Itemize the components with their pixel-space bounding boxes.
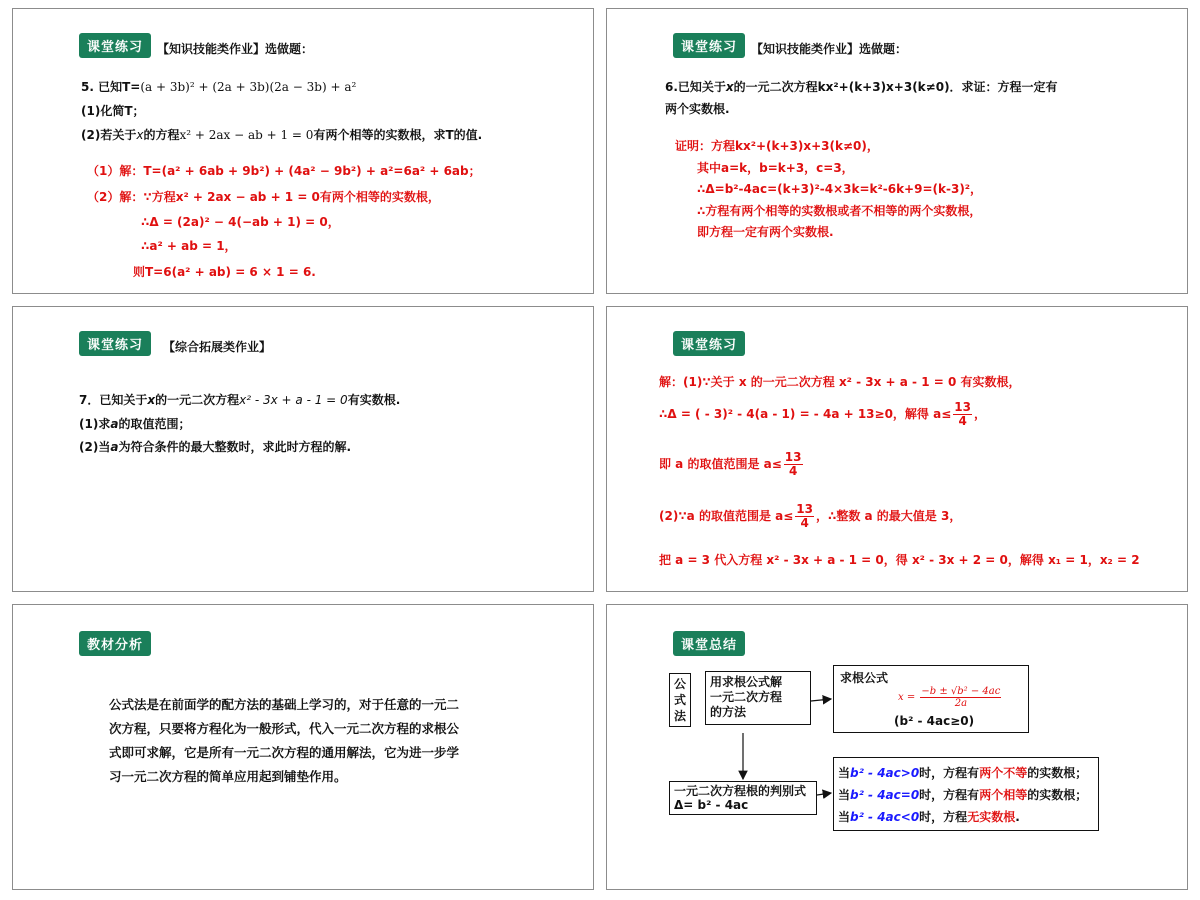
- r1-post: 的实数根；: [1027, 766, 1088, 780]
- fraction-13-4: [784, 451, 803, 478]
- l3-pre: 即 a 的取值范围是 a≤: [659, 457, 782, 472]
- slide-2-proof-2: 其中a=k，b=k+3，c=3，: [697, 161, 854, 175]
- q-pre: 6.已知关于: [665, 80, 726, 94]
- slide-1-tag: 【知识技能类作业】选做题：: [157, 42, 314, 56]
- case-negative: [838, 806, 1094, 828]
- r1-expr: b² - 4ac>0: [850, 766, 920, 780]
- box-formula-method: [669, 673, 691, 727]
- l2-post: ，: [973, 407, 986, 422]
- slide-2-badge: 课堂练习: [673, 33, 745, 58]
- l4-post: ，∴整数 a 的最大值是 3，: [815, 509, 962, 524]
- box-d-line-1: 一元二次方程根的判别式: [674, 784, 807, 798]
- slide-1-solution-5: 则T=6(a² + ab) = 6 × 1 = 6.: [133, 265, 316, 279]
- formula-fraction: [920, 686, 1001, 709]
- frac-den: 4: [958, 414, 967, 429]
- slide-4-line-2: [659, 401, 986, 428]
- r2-mid: 时，方程有: [919, 788, 980, 802]
- q2-pre: (2)若关于: [81, 128, 137, 142]
- q-eq: x² - 3x + a - 1 = 0: [239, 393, 348, 407]
- q2-eq: x² + 2ax − ab + 1 = 0: [179, 128, 314, 142]
- q2-var: x: [136, 128, 144, 142]
- box-b-line-1: 用求根公式解: [710, 675, 783, 689]
- slide-5-para-line-2: 次方程，只要将方程化为一般形式，代入一元二次方程的求根公: [109, 721, 460, 736]
- frac-num: 13: [954, 400, 971, 414]
- q1-var: a: [110, 417, 119, 431]
- r3-pre: 当: [838, 810, 851, 824]
- slide-2-proof-3: ∴Δ=b²-4ac=(k+3)²-4×3k=k²-6k+9=(k-3)²，: [697, 182, 983, 196]
- box-d-line-2: Δ= b² - 4ac: [674, 798, 749, 812]
- slide-5-para-line-1: 公式法是在前面学的配方法的基础上学习的，对于任意的一元二: [109, 697, 460, 712]
- slide-2-proof-5: 即方程一定有两个实数根.: [697, 225, 834, 239]
- slide-1-q1: (1)化简T；: [81, 104, 145, 118]
- q-pre: 7．已知关于: [79, 393, 148, 407]
- q2-var: a: [110, 440, 119, 454]
- q1-post: 的取值范围；: [118, 417, 191, 431]
- slide-5-para-line-3: 式即可求解，它是所有一元二次方程的通用解法，它为进一步学: [109, 745, 460, 760]
- slide-2-proof-4: ∴方程有两个相等的实数根或者不相等的两个实数根，: [697, 204, 982, 218]
- fraction-13-4: [795, 503, 814, 530]
- r1-mid: 时，方程有: [919, 766, 980, 780]
- box-b-line-3: 的方法: [710, 705, 747, 719]
- r2-post: 的实数根；: [1027, 788, 1088, 802]
- slide-4-line-4: [659, 503, 961, 530]
- box-a-text: 公式法: [673, 677, 686, 723]
- r3-expr: b² - 4ac<0: [850, 810, 920, 824]
- slide-5-badge: 教材分析: [79, 631, 151, 656]
- arrow-to-cases: [817, 793, 831, 795]
- slide-4-line-3: [659, 451, 805, 478]
- slide-1-solution-1: （1）解：T=(a² + 6ab + 9b²) + (4a² − 9b²) + a²=6a² + 6ab；: [87, 164, 481, 178]
- r2-pre: 当: [838, 788, 851, 802]
- slide-3-q1: [79, 415, 190, 432]
- slide-4-line-5: 把 a = 3 代入方程 x² - 3x + a - 1 = 0，得 x² - 3x + 2 = 0，解得 x₁ = 1，x₂ = 2: [659, 553, 1140, 567]
- slide-3: [12, 306, 594, 592]
- slide-3-question: [79, 391, 400, 408]
- slide-2-tag: 【知识技能类作业】选做题：: [751, 42, 908, 56]
- r2-red: 两个相等: [979, 788, 1028, 802]
- l2-pre: ∴Δ = ( - 3)² - 4(a - 1) = - 4a + 13≥0，解得 a≤: [659, 407, 952, 422]
- frac-den: 4: [788, 464, 798, 479]
- q2-pre: (2)当: [79, 440, 111, 454]
- q1-pre: (1)求: [79, 417, 111, 431]
- r3-mid: 时，方程: [919, 810, 968, 824]
- l4-pre: (2)∵a 的取值范围是 a≤: [659, 509, 794, 524]
- r3-red: 无实数根: [967, 810, 1016, 824]
- frac-num: 13: [784, 450, 802, 464]
- q-var: x: [725, 80, 734, 94]
- slide-1: [12, 8, 594, 294]
- q-var: x: [147, 393, 156, 407]
- slide-3-badge: 课堂练习: [79, 331, 151, 356]
- root-formula: [898, 686, 1003, 709]
- frac-den: 4: [800, 516, 809, 531]
- box-b-line-2: 一元二次方程: [710, 690, 783, 704]
- q2-post: 有两个相等的实数根，求T的值.: [313, 128, 483, 142]
- frac-num: 13: [796, 502, 813, 516]
- q-post: 的一元二次方程kx²+(k+3)x+3(k≠0)．求证：方程一定有: [733, 80, 1058, 94]
- formula-den: 2a: [954, 698, 968, 709]
- slide-5: [12, 604, 594, 890]
- formula-num: −b ± √b² − 4ac: [921, 686, 1001, 697]
- slide-2-proof-1: 证明：方程kx²+(k+3)x+3(k≠0)，: [675, 139, 879, 153]
- slide-1-solution-3: ∴Δ = (2a)² − 4(−ab + 1) = 0，: [141, 215, 340, 229]
- r1-pre: 当: [838, 766, 851, 780]
- q2-mid: 的方程: [143, 128, 180, 142]
- slide-4: [606, 306, 1188, 592]
- box-method-description: [705, 671, 811, 725]
- arrow-to-root-formula: [811, 699, 831, 701]
- slide-2-question-line-2: 两个实数根.: [665, 102, 730, 116]
- slide-1-solution-2: （2）解：∵方程x² + 2ax − ab + 1 = 0有两个相等的实数根，: [87, 190, 440, 204]
- r2-expr: b² - 4ac=0: [850, 788, 920, 802]
- slide-3-q2: [79, 438, 351, 455]
- q-prefix: 5. 已知T=: [81, 80, 141, 94]
- box-c-title: 求根公式: [840, 671, 889, 685]
- slide-4-line-1: 解：(1)∵关于 x 的一元二次方程 x² - 3x + a - 1 = 0 有实数根，: [659, 375, 1021, 389]
- q-expr: (a + 3b)² + (2a + 3b)(2a − 3b) + a²: [140, 80, 357, 94]
- fraction-13-4: [953, 401, 972, 428]
- box-root-formula: [833, 665, 1029, 733]
- slide-4-badge: 课堂练习: [673, 331, 745, 356]
- slide-2-question-line-1: [665, 78, 1058, 95]
- case-zero: [838, 784, 1094, 806]
- q2-post: 为符合条件的最大整数时，求此时方程的解.: [118, 440, 351, 454]
- box-discriminant: [669, 781, 817, 815]
- slide-2: [606, 8, 1188, 294]
- slide-6-badge: 课堂总结: [673, 631, 745, 656]
- r3-post: .: [1015, 810, 1020, 824]
- slide-5-para-line-4: 习一元二次方程的简单应用起到铺垫作用。: [109, 769, 347, 784]
- q-post: 有实数根.: [347, 393, 401, 407]
- r1-red: 两个不等: [979, 766, 1028, 780]
- slide-1-solution-4: ∴a² + ab = 1，: [141, 239, 237, 253]
- slide-6: [606, 604, 1188, 890]
- box-cases: [833, 757, 1099, 831]
- slide-3-tag: 【综合拓展类作业】: [163, 340, 272, 354]
- slide-1-q2: [81, 126, 482, 143]
- slide-1-question: [81, 78, 356, 95]
- box-c-condition: (b² - 4ac≥0): [894, 714, 975, 728]
- q-mid: 的一元二次方程: [155, 393, 240, 407]
- formula-lhs: x =: [898, 692, 916, 703]
- slide-1-badge: 课堂练习: [79, 33, 151, 58]
- case-positive: [838, 762, 1094, 784]
